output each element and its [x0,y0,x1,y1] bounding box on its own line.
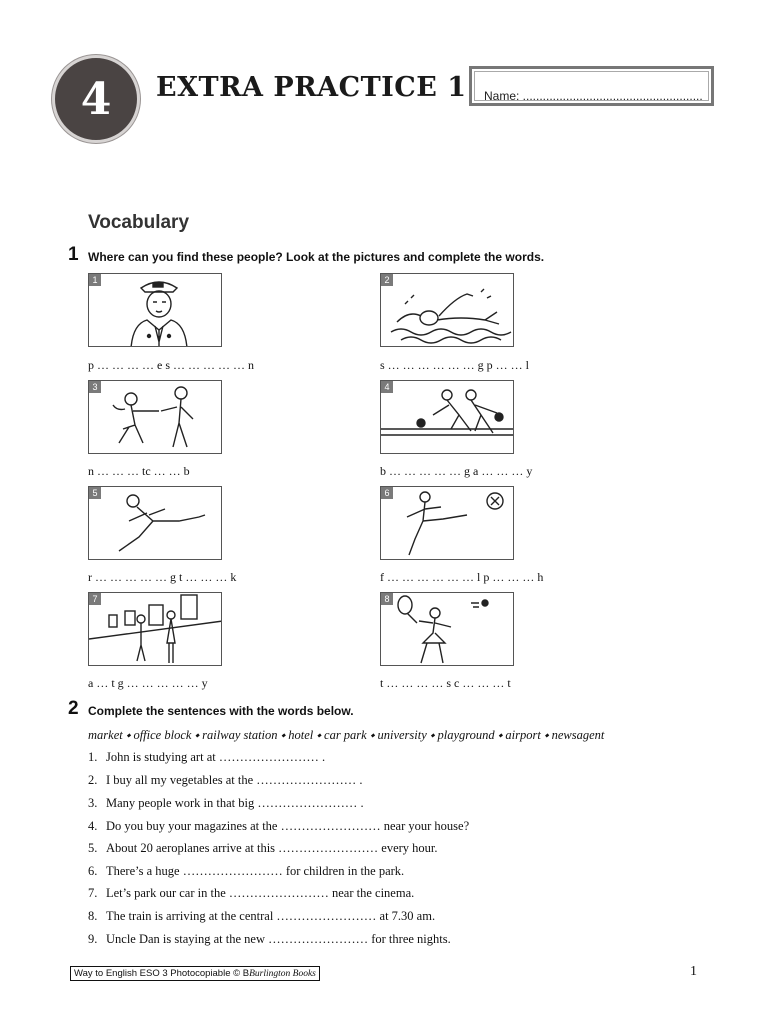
runner-icon [89,487,222,560]
sentence-5: 5. About 20 aeroplanes arrive at this …………………… every hour. [88,841,438,855]
gallery-visitors-icon [89,593,222,666]
sentence-8: 8. The train is arriving at the central …………………… at 7.30 am. [88,909,436,923]
bowlers-icon [381,381,514,454]
page-title: EXTRA PRACTICE 1 [156,72,467,103]
picture-2: 2 [380,273,514,347]
exercise-2-instruction: Complete the sentences with the words below. [88,704,354,718]
sentence-1: 1. John is studying art at …………………… . [88,750,326,764]
name-label: Name: ...................................................... [484,89,703,103]
unit-number-badge [52,55,140,143]
tennis-player-icon [381,593,514,666]
exercise-2-number: 2 [68,698,79,719]
answer-3: n … … … tc … … b [88,464,190,478]
page-number: 1 [690,964,697,979]
word-bank: market ⬩ office block ⬩ railway station ⬩ hotel ⬩ car park ⬩ university ⬩ playground ⬩ airport ⬩ newsagent [88,728,605,742]
sentence-6: 6. There’s a huge …………………… for children in the park. [88,864,405,878]
picture-8: 8 [380,592,514,666]
footer-credit: Way to English ESO 3 Photocopiable © BBurlington Books [70,966,320,981]
answer-1: p … … … … e s … … … … … n [88,358,254,372]
exercise-1-number: 1 [68,244,79,265]
sentence-4: 4. Do you buy your magazines at the …………………… near your house? [88,819,470,833]
picture-5: 5 [88,486,222,560]
exercise-1-instruction: Where can you find these people? Look at the pictures and complete the words. [88,250,545,264]
name-box[interactable] [469,66,714,106]
couple-icon [89,381,222,454]
answer-7: a … t g … … … … … y [88,676,208,690]
answer-6: f … … … … … … l p … … … h [380,570,544,584]
footballer-icon [381,487,514,560]
picture-6: 6 [380,486,514,560]
picture-4: 4 [380,380,514,454]
policeman-icon [89,274,222,347]
answer-5: r … … … … … g t … … … k [88,570,237,584]
sentence-7: 7. Let’s park our car in the …………………… near the cinema. [88,886,415,900]
picture-3: 3 [88,380,222,454]
sentence-3: 3. Many people work in that big …………………… . [88,796,364,810]
sentence-9: 9. Uncle Dan is staying at the new …………………… for three nights. [88,932,451,946]
unit-number: 4 [80,73,112,125]
answer-8: t … … … … s c … … … t [380,676,511,690]
answer-4: b … … … … … g a … … … y [380,464,533,478]
swimmer-icon [381,274,514,347]
picture-1: 1 [88,273,222,347]
picture-7: 7 [88,592,222,666]
section-title: Vocabulary [88,212,190,233]
answer-2: s … … … … … … g p … … l [380,358,530,372]
sentence-2: 2. I buy all my vegetables at the …………………… . [88,773,363,787]
